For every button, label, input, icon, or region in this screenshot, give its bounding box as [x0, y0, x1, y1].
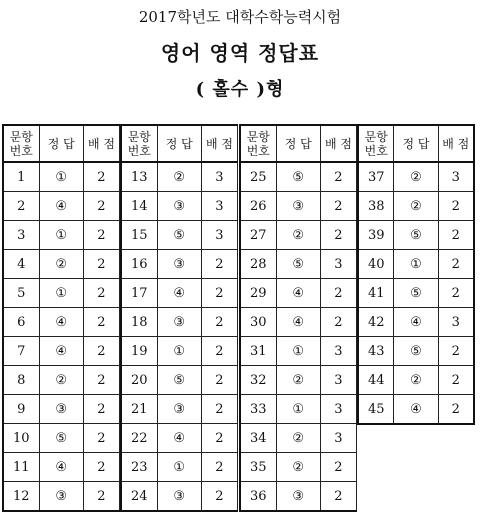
- points-header: 배 점: [83, 125, 119, 162]
- answer-cell: ④: [157, 279, 201, 308]
- question-number: 5: [3, 279, 39, 308]
- table-row: [240, 482, 357, 512]
- question-number: 25: [240, 162, 276, 192]
- points-cell: 2: [83, 162, 119, 192]
- question-number: 13: [121, 162, 157, 192]
- answer-cell: ③: [276, 482, 320, 512]
- answer-header: 정 답: [39, 125, 83, 162]
- answer-cell: ④: [394, 308, 438, 337]
- table-row: [3, 250, 120, 279]
- points-cell: 2: [201, 453, 237, 482]
- points-cell: 2: [438, 366, 474, 395]
- answer-cell: ⑤: [394, 337, 438, 366]
- table-row: [121, 453, 238, 482]
- table-row: [358, 395, 474, 425]
- question-number: 45: [358, 395, 394, 425]
- answer-cell: ①: [276, 337, 320, 366]
- points-cell: 2: [438, 279, 474, 308]
- answer-cell: ④: [39, 308, 83, 337]
- points-header: 배 점: [320, 125, 356, 162]
- points-cell: 3: [438, 162, 474, 192]
- answer-cell: ①: [39, 279, 83, 308]
- header-row: [240, 125, 357, 162]
- answer-cell: ②: [276, 221, 320, 250]
- table-row: [3, 162, 120, 192]
- answer-cell: ①: [39, 221, 83, 250]
- table-row: [240, 192, 357, 221]
- question-number: 42: [358, 308, 394, 337]
- question-number: 2: [3, 192, 39, 221]
- number-header: 문항 번호: [358, 125, 394, 162]
- points-cell: 2: [201, 308, 237, 337]
- question-number: 26: [240, 192, 276, 221]
- points-cell: 2: [83, 453, 119, 482]
- number-header: 문항 번호: [3, 125, 39, 162]
- table-row: [358, 279, 474, 308]
- question-number: 32: [240, 366, 276, 395]
- answer-cell: ④: [39, 337, 83, 366]
- answer-cell: ③: [39, 482, 83, 512]
- answer-table: [239, 124, 357, 512]
- table-row: [121, 162, 238, 192]
- question-number: 7: [3, 337, 39, 366]
- question-number: 27: [240, 221, 276, 250]
- points-cell: 2: [83, 279, 119, 308]
- points-cell: 2: [201, 337, 237, 366]
- question-number: 17: [121, 279, 157, 308]
- question-number: 23: [121, 453, 157, 482]
- table-row: [121, 337, 238, 366]
- answer-cell: ①: [157, 453, 201, 482]
- answer-cell: ②: [276, 453, 320, 482]
- question-number: 6: [3, 308, 39, 337]
- table-row: [358, 366, 474, 395]
- question-number: 44: [358, 366, 394, 395]
- points-cell: 2: [438, 337, 474, 366]
- table-row: [240, 250, 357, 279]
- answer-cell: ④: [394, 395, 438, 425]
- table-row: [3, 453, 120, 482]
- answer-column-group: [239, 124, 357, 512]
- sheet-title: 영어 영역 정답표: [160, 41, 320, 65]
- table-row: [240, 308, 357, 337]
- answer-column-group: [357, 124, 475, 425]
- question-number: 30: [240, 308, 276, 337]
- table-row: [240, 162, 357, 192]
- points-cell: 2: [438, 395, 474, 425]
- table-row: [3, 482, 120, 512]
- table-row: [358, 162, 474, 192]
- question-number: 29: [240, 279, 276, 308]
- table-row: [3, 308, 120, 337]
- answer-cell: ③: [276, 192, 320, 221]
- answer-cell: ②: [39, 250, 83, 279]
- answer-cell: ①: [39, 162, 83, 192]
- answer-table: [120, 124, 238, 512]
- points-cell: 2: [83, 337, 119, 366]
- table-row: [121, 250, 238, 279]
- question-number: 41: [358, 279, 394, 308]
- points-cell: 3: [438, 308, 474, 337]
- question-number: 31: [240, 337, 276, 366]
- answer-cell: ①: [276, 395, 320, 424]
- table-row: [358, 221, 474, 250]
- table-row: [240, 221, 357, 250]
- points-cell: 2: [320, 279, 356, 308]
- points-cell: 2: [83, 366, 119, 395]
- points-cell: 2: [83, 482, 119, 512]
- question-number: 36: [240, 482, 276, 512]
- table-row: [358, 308, 474, 337]
- question-number: 12: [3, 482, 39, 512]
- table-row: [358, 337, 474, 366]
- answer-cell: ②: [394, 192, 438, 221]
- answer-cell: ④: [157, 424, 201, 453]
- question-number: 10: [3, 424, 39, 453]
- answer-cell: ②: [39, 366, 83, 395]
- question-number: 19: [121, 337, 157, 366]
- answer-cell: ①: [394, 250, 438, 279]
- answer-cell: ③: [157, 395, 201, 424]
- table-row: [358, 192, 474, 221]
- points-cell: 2: [438, 250, 474, 279]
- question-number: 39: [358, 221, 394, 250]
- question-number: 14: [121, 192, 157, 221]
- question-number: 20: [121, 366, 157, 395]
- points-cell: 3: [201, 221, 237, 250]
- answer-header: 정 답: [394, 125, 438, 162]
- points-cell: 2: [201, 279, 237, 308]
- form-type: ( 홀수 )형: [195, 79, 285, 100]
- question-number: 33: [240, 395, 276, 424]
- table-row: [3, 279, 120, 308]
- answer-cell: ④: [39, 453, 83, 482]
- points-cell: 2: [83, 424, 119, 453]
- points-cell: 3: [320, 395, 356, 424]
- table-row: [121, 424, 238, 453]
- question-number: 34: [240, 424, 276, 453]
- question-number: 38: [358, 192, 394, 221]
- answer-cell: ④: [276, 279, 320, 308]
- table-row: [3, 395, 120, 424]
- points-cell: 2: [320, 192, 356, 221]
- answer-key-table: [2, 124, 475, 504]
- table-row: [240, 337, 357, 366]
- points-cell: 2: [201, 366, 237, 395]
- question-number: 11: [3, 453, 39, 482]
- table-row: [3, 337, 120, 366]
- number-header: 문항 번호: [240, 125, 276, 162]
- table-row: [121, 395, 238, 424]
- answer-cell: ③: [157, 308, 201, 337]
- table-row: [358, 250, 474, 279]
- points-cell: 3: [201, 162, 237, 192]
- table-row: [121, 279, 238, 308]
- answer-cell: ②: [276, 366, 320, 395]
- answer-cell: ⑤: [394, 221, 438, 250]
- answer-cell: ③: [157, 482, 201, 512]
- points-cell: 3: [201, 192, 237, 221]
- question-number: 21: [121, 395, 157, 424]
- table-row: [3, 192, 120, 221]
- points-cell: 2: [83, 192, 119, 221]
- answer-cell: ②: [276, 424, 320, 453]
- question-number: 4: [3, 250, 39, 279]
- question-number: 35: [240, 453, 276, 482]
- answer-cell: ③: [157, 250, 201, 279]
- points-cell: 2: [83, 221, 119, 250]
- table-row: [121, 366, 238, 395]
- question-number: 43: [358, 337, 394, 366]
- points-header: 배 점: [201, 125, 237, 162]
- header-row: [358, 125, 474, 162]
- table-row: [3, 366, 120, 395]
- points-cell: 2: [83, 250, 119, 279]
- header-row: [121, 125, 238, 162]
- table-row: [240, 424, 357, 453]
- answer-cell: ⑤: [157, 221, 201, 250]
- table-row: [240, 279, 357, 308]
- question-number: 9: [3, 395, 39, 424]
- question-number: 18: [121, 308, 157, 337]
- number-header: 문항 번호: [121, 125, 157, 162]
- points-cell: 3: [320, 366, 356, 395]
- header-row: [3, 125, 120, 162]
- table-row: [121, 308, 238, 337]
- points-cell: 3: [320, 250, 356, 279]
- exam-title: 2017학년도 대학수학능력시험: [138, 8, 342, 26]
- answer-cell: ①: [157, 337, 201, 366]
- question-number: 15: [121, 221, 157, 250]
- table-row: [121, 482, 238, 512]
- points-cell: 2: [320, 453, 356, 482]
- answer-cell: ②: [157, 162, 201, 192]
- question-number: 24: [121, 482, 157, 512]
- points-cell: 2: [83, 395, 119, 424]
- points-cell: 2: [320, 162, 356, 192]
- answer-cell: ⑤: [39, 424, 83, 453]
- question-number: 40: [358, 250, 394, 279]
- points-cell: 3: [320, 337, 356, 366]
- points-cell: 2: [320, 308, 356, 337]
- question-number: 3: [3, 221, 39, 250]
- table-row: [121, 192, 238, 221]
- table-row: [3, 221, 120, 250]
- question-number: 1: [3, 162, 39, 192]
- answer-table: [2, 124, 120, 512]
- points-cell: 2: [201, 482, 237, 512]
- points-cell: 2: [438, 192, 474, 221]
- points-cell: 2: [201, 250, 237, 279]
- answer-column-group: [120, 124, 238, 512]
- answer-cell: ③: [157, 192, 201, 221]
- answer-cell: ⑤: [276, 162, 320, 192]
- answer-cell: ④: [276, 308, 320, 337]
- question-number: 8: [3, 366, 39, 395]
- question-number: 22: [121, 424, 157, 453]
- answer-cell: ②: [394, 162, 438, 192]
- answer-cell: ③: [39, 395, 83, 424]
- table-row: [240, 366, 357, 395]
- table-row: [121, 221, 238, 250]
- points-cell: 2: [201, 395, 237, 424]
- answer-cell: ②: [394, 366, 438, 395]
- points-cell: 2: [201, 424, 237, 453]
- answer-cell: ⑤: [157, 366, 201, 395]
- table-row: [240, 395, 357, 424]
- question-number: 28: [240, 250, 276, 279]
- answer-header: 정 답: [157, 125, 201, 162]
- answer-cell: ④: [39, 192, 83, 221]
- points-cell: 3: [320, 424, 356, 453]
- points-cell: 2: [438, 221, 474, 250]
- table-row: [240, 453, 357, 482]
- answer-column-group: [2, 124, 120, 512]
- answer-cell: ⑤: [276, 250, 320, 279]
- points-header: 배 점: [438, 125, 474, 162]
- table-row: [3, 424, 120, 453]
- question-number: 16: [121, 250, 157, 279]
- points-cell: 2: [320, 482, 356, 512]
- question-number: 37: [358, 162, 394, 192]
- answer-table: [357, 124, 475, 425]
- points-cell: 2: [320, 221, 356, 250]
- points-cell: 2: [83, 308, 119, 337]
- answer-header: 정 답: [276, 125, 320, 162]
- answer-cell: ⑤: [394, 279, 438, 308]
